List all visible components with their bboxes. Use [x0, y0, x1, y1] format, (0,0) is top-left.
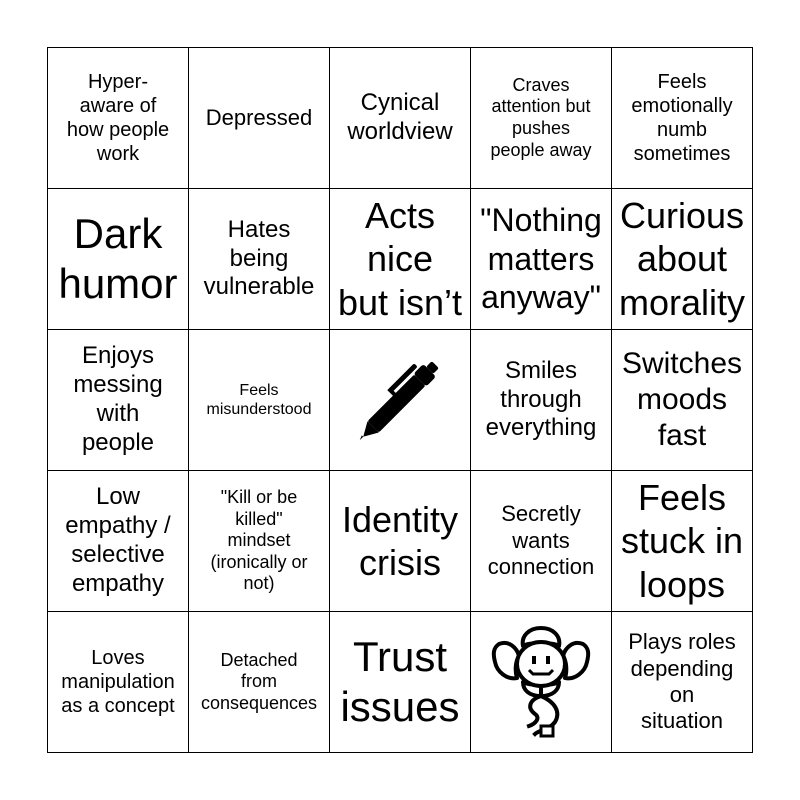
- bingo-cell-19[interactable]: [471, 471, 612, 612]
- bingo-cell-21[interactable]: [48, 612, 189, 753]
- cell-text: Depressed: [205, 104, 313, 130]
- cell-text: Low empathy / selective empathy: [65, 483, 171, 597]
- flower-cell[interactable]: [471, 612, 612, 753]
- bingo-cell-2[interactable]: [189, 48, 330, 189]
- cell-text: "Kill or be killed" mindset (ironically or not): [210, 487, 308, 594]
- cell-text: Craves attention but pushes people away: [490, 74, 592, 160]
- free-space-cell[interactable]: [330, 330, 471, 471]
- cell-text: Enjoys messing with people: [73, 342, 163, 456]
- bingo-cell-23[interactable]: [330, 612, 471, 753]
- bingo-cell-20[interactable]: [612, 471, 753, 612]
- cell-text: Hyper- aware of how people work: [66, 71, 170, 165]
- cell-text: Smiles through everything: [485, 356, 597, 442]
- bingo-cell-4[interactable]: [471, 48, 612, 189]
- cell-text: Feels stuck in loops: [620, 477, 744, 605]
- bingo-cell-12[interactable]: [189, 330, 330, 471]
- bingo-cell-18[interactable]: [330, 471, 471, 612]
- bingo-cell-15[interactable]: [612, 330, 753, 471]
- bingo-cell-11[interactable]: [48, 330, 189, 471]
- cell-text: Plays roles depending on situation: [628, 629, 736, 734]
- bingo-cell-5[interactable]: [612, 48, 753, 189]
- bingo-cell-3[interactable]: [330, 48, 471, 189]
- pen-icon: [340, 340, 460, 460]
- cell-text: Feels emotionally numb sometimes: [631, 71, 733, 165]
- bingo-cell-9[interactable]: [471, 189, 612, 330]
- cell-text: "Nothing matters anyway": [480, 202, 602, 316]
- bingo-cell-1[interactable]: [48, 48, 189, 189]
- bingo-cell-22[interactable]: [189, 612, 330, 753]
- flowey-flower-icon: [479, 620, 603, 744]
- bingo-cell-8[interactable]: [330, 189, 471, 330]
- bingo-cell-14[interactable]: [471, 330, 612, 471]
- cell-text: Dark humor: [58, 209, 178, 307]
- cell-text: Curious about morality: [618, 195, 746, 323]
- bingo-cell-7[interactable]: [189, 189, 330, 330]
- bingo-cell-25[interactable]: [612, 612, 753, 753]
- bingo-cell-10[interactable]: [612, 189, 753, 330]
- cell-text: Feels misunderstood: [206, 381, 312, 418]
- cell-text: Secretly wants connection: [487, 501, 595, 580]
- bingo-cell-16[interactable]: [48, 471, 189, 612]
- cell-text: Switches moods fast: [621, 347, 743, 452]
- cell-text: Acts nice but isn’t: [337, 195, 463, 323]
- cell-text: Detached from consequences: [200, 649, 318, 713]
- bingo-cell-6[interactable]: [48, 189, 189, 330]
- cell-text: Hates being vulnerable: [203, 215, 315, 301]
- cell-text: Trust issues: [340, 632, 460, 730]
- bingo-card: [47, 47, 753, 753]
- cell-text: Cynical worldview: [347, 89, 453, 145]
- cell-text: Identity crisis: [341, 498, 459, 583]
- cell-text: Loves manipulation as a concept: [61, 647, 175, 717]
- bingo-cell-17[interactable]: [189, 471, 330, 612]
